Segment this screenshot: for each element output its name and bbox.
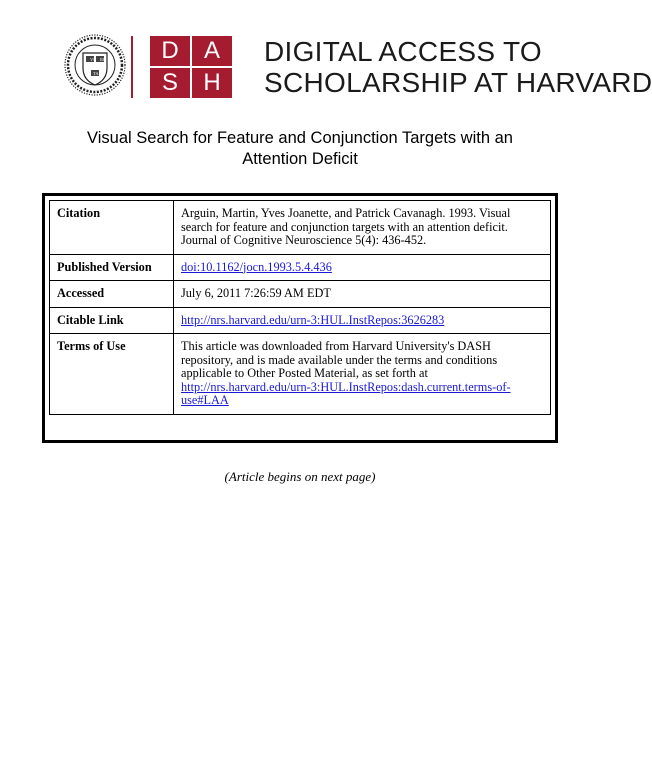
- published-version-value: [174, 254, 551, 281]
- metadata-frame: [42, 193, 558, 443]
- terms-of-use-value: [174, 334, 551, 415]
- row-label: Citable Link: [50, 307, 174, 334]
- dash-letter: S: [150, 68, 190, 98]
- table-row: [50, 254, 551, 281]
- svg-text:VE: VE: [90, 57, 96, 62]
- brand-name: [264, 36, 652, 98]
- doi-link[interactable]: doi:10.1162/jocn.1993.5.4.436: [181, 259, 332, 274]
- table-row: [50, 281, 551, 308]
- table-row: [50, 307, 551, 334]
- terms-link[interactable]: http://nrs.harvard.edu/urn-3:HUL.InstRepos:dash.current.terms-of-use#LAA: [181, 379, 511, 407]
- citation-value: Arguin, Martin, Yves Joanette, and Patrick Cavanagh. 1993. Visual search for feature and conjunction targets with an attention deficit. Journal of Cognitive Neuroscience 5(4): 436-452.: [174, 201, 551, 255]
- table-row: [50, 201, 551, 255]
- dash-letter: A: [192, 36, 232, 66]
- brand-line-1: DIGITAL ACCESS TO: [264, 36, 542, 67]
- svg-text:RI: RI: [100, 57, 105, 62]
- title-line-2: Attention Deficit: [242, 150, 358, 168]
- table-row: [50, 334, 551, 415]
- row-label: Accessed: [50, 281, 174, 308]
- page-title: [40, 128, 560, 170]
- row-label: Published Version: [50, 254, 174, 281]
- terms-text: This article was downloaded from Harvard University's DASH repository, and is made available under the terms and conditions applicable to Other Posted Material, as set forth at: [181, 339, 498, 380]
- citable-link-value: [174, 307, 551, 334]
- svg-text:TAS: TAS: [93, 71, 102, 76]
- continuation-note: (Article begins on next page): [224, 469, 376, 484]
- citable-link[interactable]: http://nrs.harvard.edu/urn-3:HUL.InstRepos:3626283: [181, 312, 445, 327]
- brand-line-2: SCHOLARSHIP AT HARVARD: [264, 67, 652, 98]
- row-label: Terms of Use: [50, 334, 174, 415]
- row-label: Citation: [50, 201, 174, 255]
- dash-letter: D: [150, 36, 190, 66]
- dash-letter: H: [192, 68, 232, 98]
- logo-divider: [131, 36, 133, 98]
- harvard-seal-icon: [64, 34, 126, 96]
- accessed-value: July 6, 2011 7:26:59 AM EDT: [174, 281, 551, 308]
- dash-logo: [150, 36, 236, 98]
- title-line-1: Visual Search for Feature and Conjunction Targets with an: [87, 129, 513, 147]
- metadata-table: [49, 200, 551, 415]
